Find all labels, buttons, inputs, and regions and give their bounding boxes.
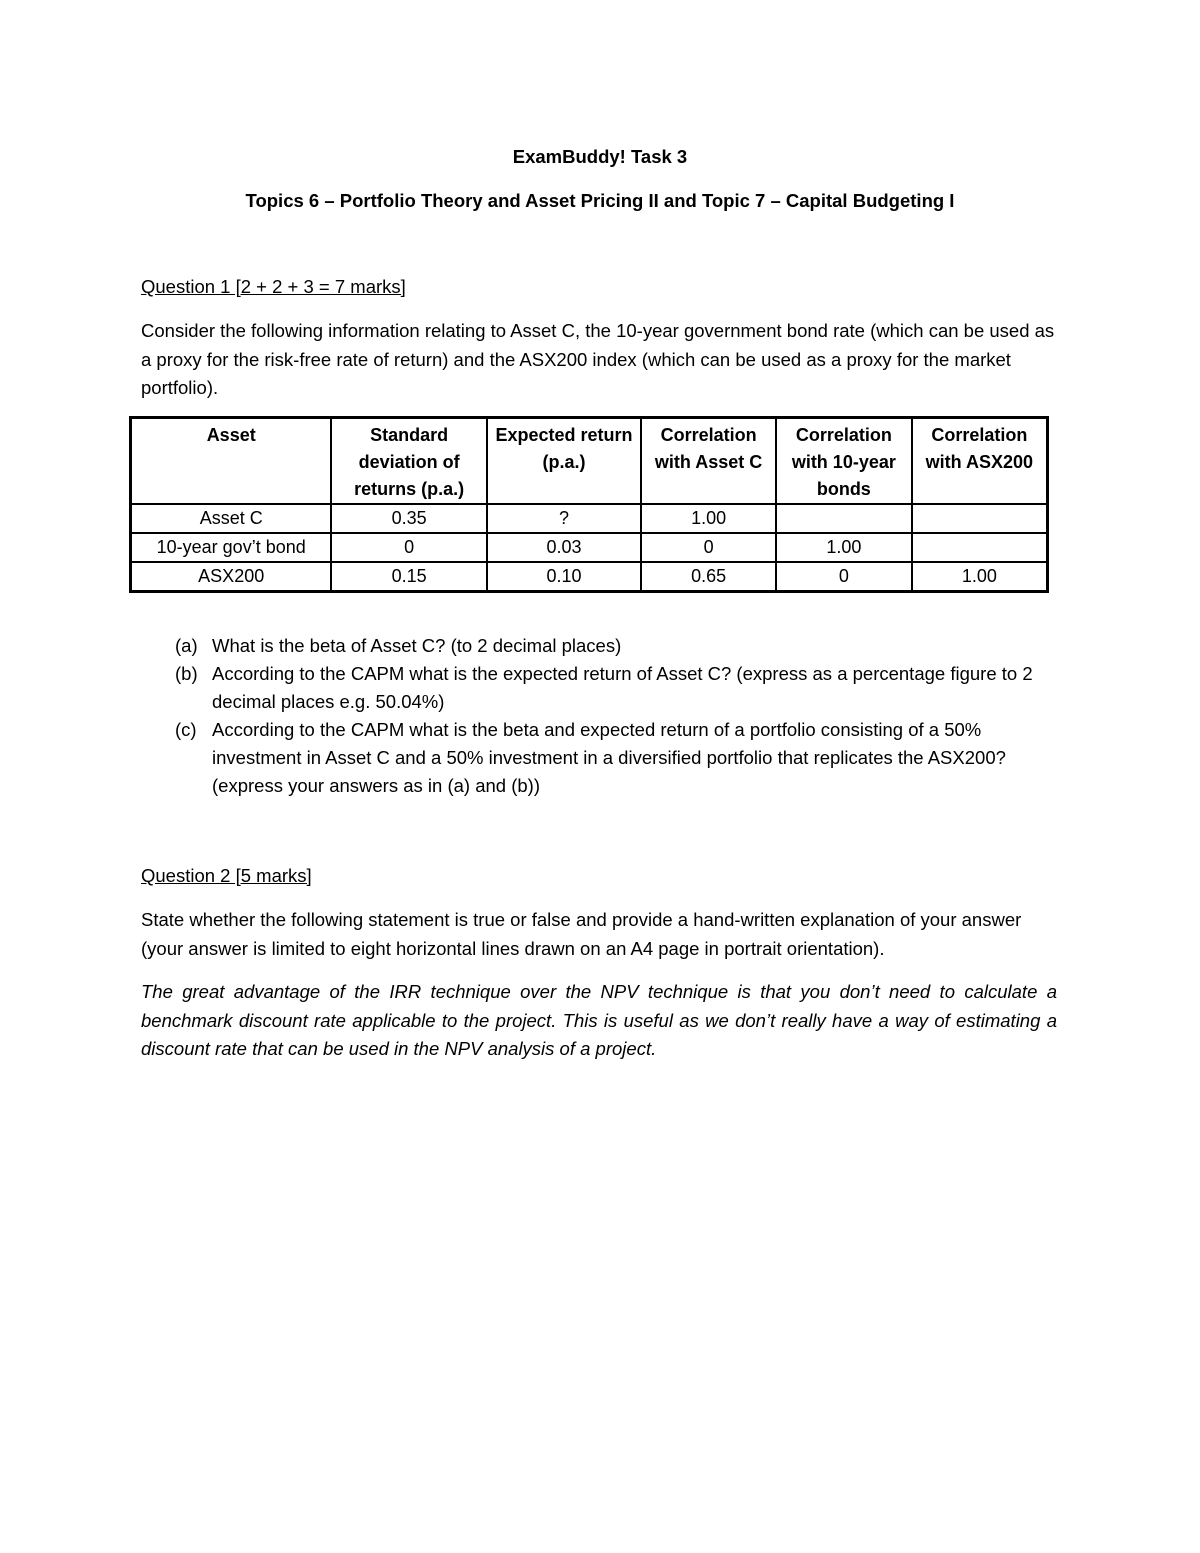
table-cell bbox=[776, 504, 912, 533]
question-2-intro: State whether the following statement is true or false and provide a hand-written explanation of your answer (your answer is limited to eight horizontal lines drawn on an A4 page in portrait orientation). bbox=[141, 909, 1022, 959]
table-cell bbox=[912, 533, 1048, 562]
document-subtitle: Topics 6 – Portfolio Theory and Asset Pricing II and Topic 7 – Capital Budgeting I bbox=[245, 190, 955, 211]
part-text: What is the beta of Asset C? (to 2 decimal places) bbox=[212, 635, 622, 656]
header-correlation-asset-c: Correlation with Asset C bbox=[641, 418, 776, 505]
header-expected-return: Expected return (p.a.) bbox=[487, 418, 641, 505]
table-cell: 0 bbox=[776, 562, 912, 592]
table-cell: 1.00 bbox=[912, 562, 1048, 592]
table-header-row bbox=[131, 418, 1048, 505]
table-cell: 1.00 bbox=[776, 533, 912, 562]
asset-data-table bbox=[129, 416, 1049, 593]
part-label: (b) bbox=[175, 663, 198, 684]
question-2-statement: The great advantage of the IRR technique over the NPV technique is that you don’t need to calculate a benchmark discount rate applicable to the project. This is useful as we don’t really have a way of estimating a discount rate that can be used in the NPV analysis of a project. bbox=[141, 981, 1057, 1059]
header-correlation-asx200: Correlation with ASX200 bbox=[912, 418, 1048, 505]
table-row bbox=[131, 562, 1048, 592]
part-label: (c) bbox=[175, 719, 197, 740]
table-cell: 0.03 bbox=[487, 533, 641, 562]
table-cell: 0.65 bbox=[641, 562, 776, 592]
part-label: (a) bbox=[175, 635, 198, 656]
header-correlation-bonds: Correlation with 10-year bonds bbox=[776, 418, 912, 505]
table-cell: 1.00 bbox=[641, 504, 776, 533]
table-cell: ASX200 bbox=[131, 562, 332, 592]
question-part-b bbox=[141, 660, 1061, 716]
table-cell: 0.35 bbox=[331, 504, 486, 533]
table-cell: 0 bbox=[641, 533, 776, 562]
table-cell bbox=[912, 504, 1048, 533]
question-1-heading: Question 1 [2 + 2 + 3 = 7 marks] bbox=[141, 276, 406, 297]
table-cell: 0 bbox=[331, 533, 486, 562]
question-1-intro: Consider the following information relating to Asset C, the 10-year government bond rate (which can be used as a proxy for the risk-free rate of return) and the ASX200 index (which can be used as a proxy for the market portfolio). bbox=[141, 320, 1055, 398]
header-standard-deviation: Standard deviation of returns (p.a.) bbox=[331, 418, 486, 505]
table-cell: ? bbox=[487, 504, 641, 533]
question-part-c bbox=[141, 716, 1061, 800]
question-2-heading: Question 2 [5 marks] bbox=[141, 865, 312, 886]
part-text: According to the CAPM what is the expected return of Asset C? (express as a percentage figure to 2 decimal places e.g. 50.04%) bbox=[212, 663, 1033, 712]
question-1-parts bbox=[141, 632, 1061, 800]
table-row bbox=[131, 533, 1048, 562]
table-cell: 0.10 bbox=[487, 562, 641, 592]
table-cell: Asset C bbox=[131, 504, 332, 533]
table-cell: 10-year gov’t bond bbox=[131, 533, 332, 562]
table-row bbox=[131, 504, 1048, 533]
question-part-a bbox=[141, 632, 1061, 660]
document-title: ExamBuddy! Task 3 bbox=[512, 146, 688, 167]
header-asset: Asset bbox=[131, 418, 332, 505]
part-text: According to the CAPM what is the beta and expected return of a portfolio consisting of a 50% investment in Asset C and a 50% investment in a diversified portfolio that replicates the ASX200? (express your answers as in (a) and (b)) bbox=[212, 719, 1006, 796]
table-cell: 0.15 bbox=[331, 562, 486, 592]
